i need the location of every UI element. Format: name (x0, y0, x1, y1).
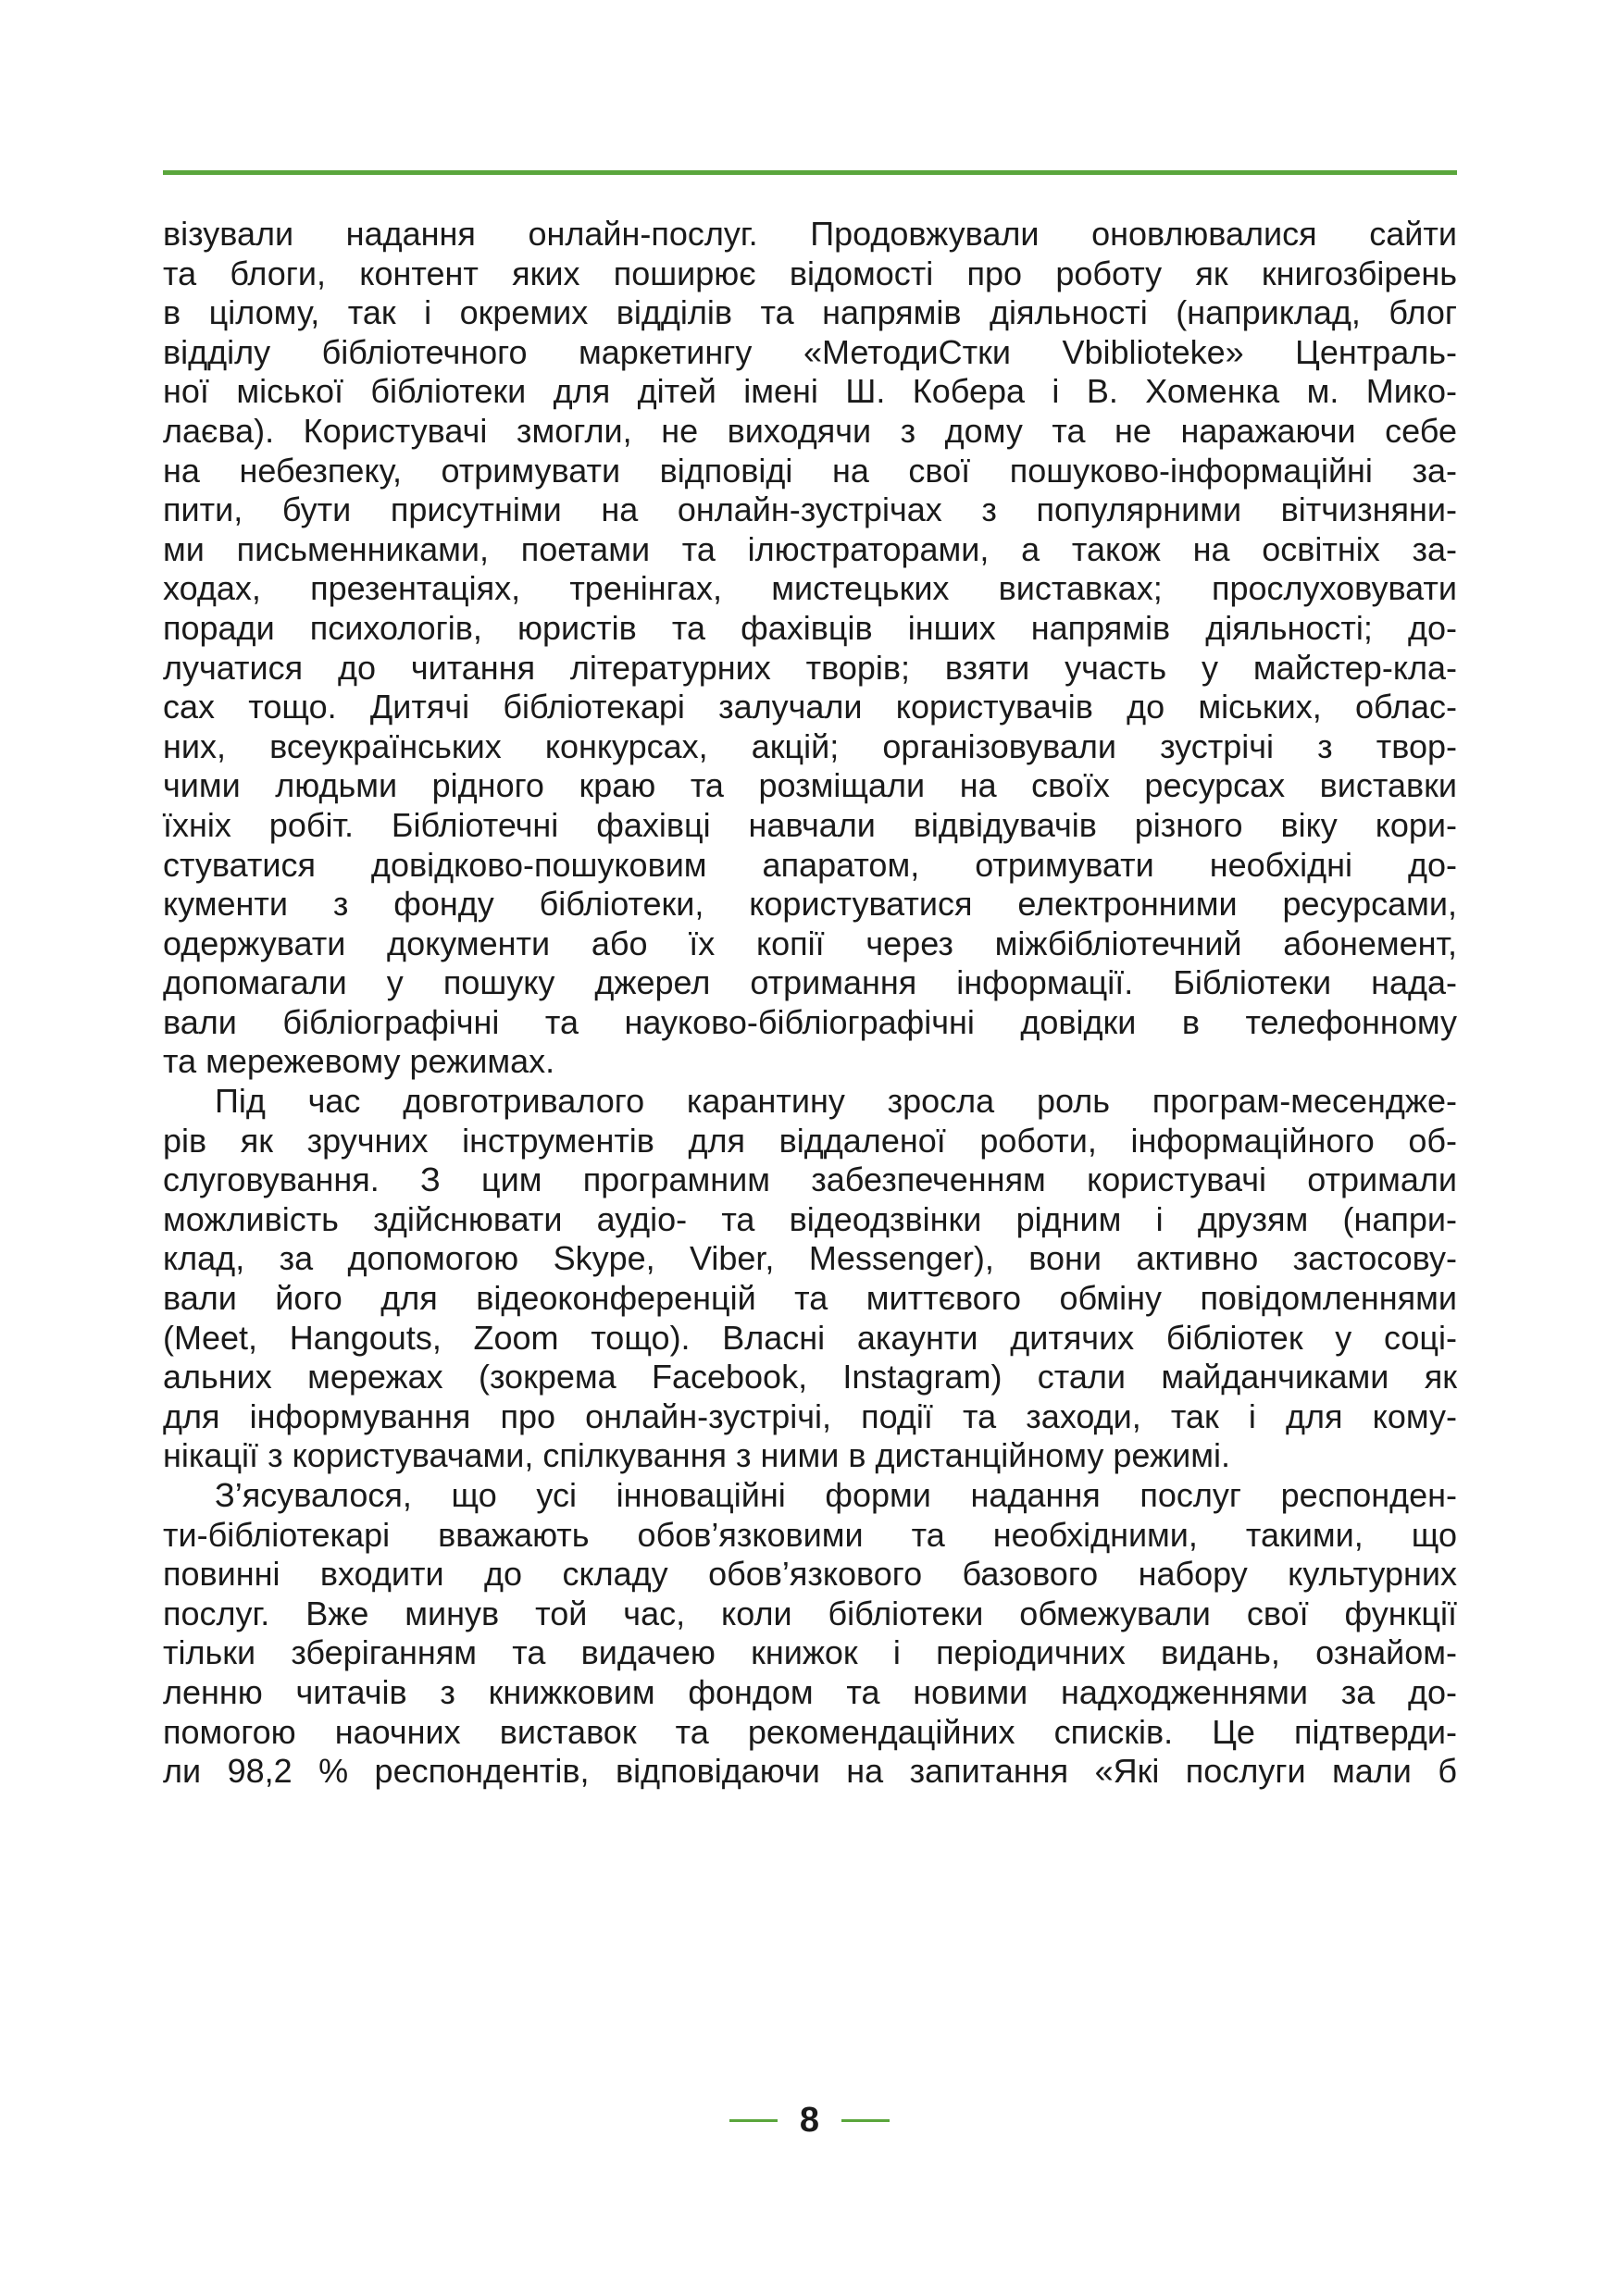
text-line: рів як зручних інструментів для віддаленої роботи, інформаційного об- (163, 1121, 1457, 1160)
text-line: Під час довготривалого карантину зросла роль програм-месендже- (215, 1082, 1457, 1121)
text-line: візували надання онлайн-послуг. Продовжували оновлювалися сайти (163, 215, 1457, 253)
text-line: відділу бібліотечного маркетингу «МетодиСтки Vbiblioteke» Централь- (163, 332, 1457, 371)
text-line: кументи з фонду бібліотеки, користуватися електронними ресурсами, (163, 885, 1457, 924)
text-line: одержувати документи або їх копії через міжбібліотечний абонемент, (163, 924, 1457, 962)
text-line: лаєва). Користувачі змогли, не виходячи з дому та не наражаючи себе (163, 411, 1457, 450)
header-rule (163, 170, 1457, 175)
text-line: стуватися довідково-пошуковим апаратом, отримувати необхідні до- (163, 845, 1457, 884)
text-line: на небезпеку, отримувати відповіді на свої пошуково-інформаційні за- (163, 451, 1457, 490)
text-line: їхніх робіт. Бібліотечні фахівці навчали відвідувачів різного віку кори- (163, 805, 1457, 844)
footer-dash-left (729, 2119, 778, 2122)
paragraph (163, 1476, 1457, 1792)
paragraph (163, 1082, 1457, 1476)
text-line: ленню читачів з книжковим фондом та новими надходженнями за до- (163, 1672, 1457, 1711)
text-line: для інформування про онлайн-зустрічі, події та заходи, так і для кому- (163, 1396, 1457, 1435)
text-line: вали його для відеоконференцій та миттєвого обміну повідомленнями (163, 1279, 1457, 1318)
text-line: поради психологів, юристів та фахівців інших напрямів діяльності; до- (163, 608, 1457, 647)
text-line: чими людьми рідного краю та розміщали на своїх ресурсах виставки (163, 766, 1457, 805)
text-line: ми письменниками, поетами та ілюстраторами, а також на освітніх за- (163, 529, 1457, 568)
text-line: З’ясувалося, що усі інноваційні форми надання послуг респонден- (215, 1476, 1457, 1514)
text-line: ходах, презентаціях, тренінгах, мистецьких виставках; прослуховувати (163, 569, 1457, 608)
body-text (163, 215, 1457, 1792)
text-line: помогою наочних виставок та рекомендаційних списків. Це підтверди- (163, 1712, 1457, 1751)
text-line: сах тощо. Дитячі бібліотекарі залучали користувачів до міських, облас- (163, 688, 1457, 726)
text-line: клад, за допомогою Skype, Viber, Messenger), вони активно застосову- (163, 1239, 1457, 1278)
text-line: в цілому, так і окремих відділів та напрямів діяльності (наприклад, блог (163, 293, 1457, 332)
text-line: лучатися до читання літературних творів; взяти участь у майстер-кла- (163, 648, 1457, 687)
text-line: допомагали у пошуку джерел отримання інформації. Бібліотеки нада- (163, 963, 1457, 1002)
text-line: та мережевому режимах. (163, 1042, 555, 1081)
text-line: слуговування. З цим програмним забезпеченням користувачі отримали (163, 1160, 1457, 1199)
text-line: послуг. Вже минув той час, коли бібліотеки обмежували свої функції (163, 1594, 1457, 1632)
page-number: 8 (799, 2100, 820, 2140)
text-line: можливість здійснювати аудіо- та відеодзвінки рідним і друзям (напри- (163, 1199, 1457, 1238)
page-footer (0, 2097, 1619, 2143)
text-line: вали бібліографічні та науково-бібліографічні довідки в телефонному (163, 1002, 1457, 1041)
footer-dash-right (841, 2119, 890, 2122)
paragraph (163, 215, 1457, 1082)
text-line: ної міської бібліотеки для дітей імені Ш. Кобера і В. Хоменка м. Мико- (163, 372, 1457, 411)
text-line: тільки зберіганням та видачею книжок і періодичних видань, ознайом- (163, 1633, 1457, 1672)
text-line: (Meet, Hangouts, Zoom тощо). Власні акаунти дитячих бібліотек у соці- (163, 1318, 1457, 1357)
text-line: ли 98,2 % респондентів, відповідаючи на запитання «Які послуги мали б (163, 1752, 1457, 1791)
text-line: пити, бути присутніми на онлайн-зустрічах з популярними вітчизняни- (163, 490, 1457, 529)
text-line: нікації з користувачами, спілкування з ними в дистанційному режимі. (163, 1436, 1230, 1475)
text-line: повинні входити до складу обов’язкового базового набору культурних (163, 1555, 1457, 1594)
text-line: ти-бібліотекарі вважають обов’язковими та необхідними, такими, що (163, 1515, 1457, 1554)
text-line: альних мережах (зокрема Facebook, Instagram) стали майданчиками як (163, 1358, 1457, 1396)
text-line: них, всеукраїнських конкурсах, акцій; організовували зустрічі з твор- (163, 726, 1457, 765)
text-line: та блоги, контент яких поширює відомості про роботу як книгозбірень (163, 254, 1457, 292)
